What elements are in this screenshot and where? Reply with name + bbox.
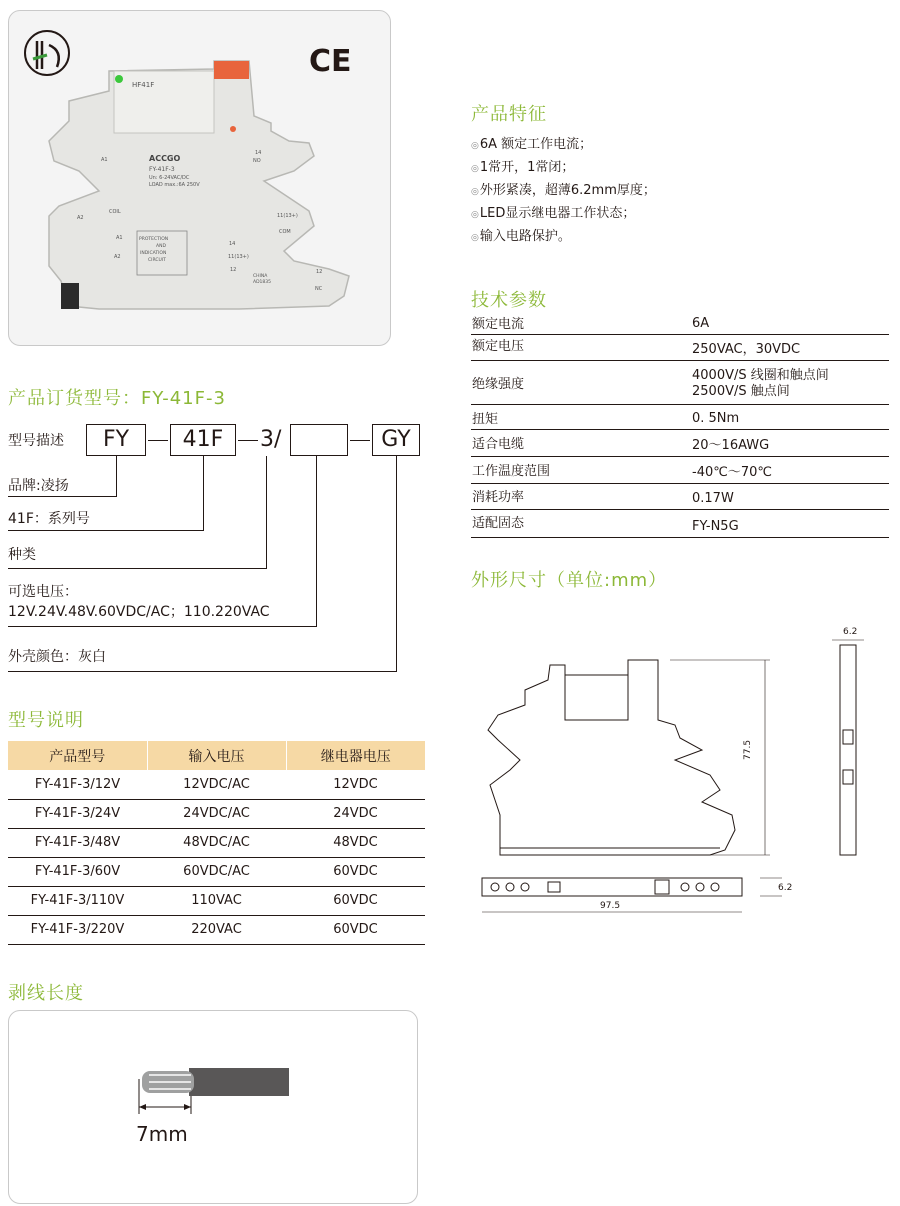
table-row: FY-41F-3/48V 48VDC/AC 48VDC bbox=[8, 828, 425, 857]
bullet-icon: ◎ bbox=[471, 187, 479, 197]
spec-row: 适合电缆 20～16AWG bbox=[471, 430, 889, 457]
terminal-label: 11(13+) bbox=[228, 254, 249, 260]
module-model-label: FY-41F-3 bbox=[149, 166, 175, 173]
feature-item: ◎输入电路保护。 bbox=[471, 229, 571, 244]
ce-mark: CE bbox=[309, 44, 352, 79]
legend-voltage-title: 可选电压： bbox=[8, 584, 78, 600]
bullet-icon: ◎ bbox=[471, 210, 479, 220]
feature-item: ◎外形紧凑，超薄6.2mm厚度； bbox=[471, 183, 656, 198]
column-header: 继电器电压 bbox=[286, 741, 425, 770]
feature-item: ◎LED显示继电器工作状态； bbox=[471, 206, 636, 221]
model-table-title: 型号说明 bbox=[8, 710, 84, 731]
table-row: FY-41F-3/60V 60VDC/AC 60VDC bbox=[8, 857, 425, 886]
module-spec-line: LOAD max.:6A 250V bbox=[149, 182, 200, 188]
module-brand-label: ACCGO bbox=[149, 154, 181, 163]
terminal-label: NC bbox=[315, 286, 323, 292]
feature-item: ◎6A 额定工作电流； bbox=[471, 137, 593, 152]
spec-row: 额定电流 6A bbox=[471, 313, 889, 335]
wire-illustration bbox=[9, 1011, 419, 1205]
relay-module-illustration bbox=[9, 11, 391, 346]
legend-brand: 品牌:凌扬 bbox=[8, 478, 69, 494]
terminal-label: 14 bbox=[255, 150, 262, 156]
code-part-brand: FY bbox=[86, 424, 146, 456]
legend-voltage-values: 12V.24V.48V.60VDC/AC；110.220VAC bbox=[8, 604, 270, 620]
code-part-color: GY bbox=[372, 424, 420, 456]
table-row: FY-41F-3/12V 12VDC/AC 12VDC bbox=[8, 770, 425, 799]
bullet-icon: ◎ bbox=[471, 233, 479, 243]
terminal-label: NO bbox=[253, 158, 261, 164]
specs-title: 技术参数 bbox=[471, 290, 547, 311]
code-part-series: 41F bbox=[170, 424, 236, 456]
legend-series: 41F：系列号 bbox=[8, 511, 90, 527]
strip-length-title: 剥线长度 bbox=[8, 983, 84, 1004]
dimension-drawing bbox=[470, 620, 890, 920]
spec-row: 工作温度范围 -40℃～70℃ bbox=[471, 457, 889, 484]
strip-length-value: 7mm bbox=[136, 1122, 188, 1146]
spec-row: 消耗功率 0.17W bbox=[471, 484, 889, 510]
dimensions-title: 外形尺寸（单位:mm） bbox=[471, 570, 668, 591]
terminal-label: A2 bbox=[77, 215, 84, 221]
table-row: FY-41F-3/220V 220VAC 60VDC bbox=[8, 915, 425, 944]
column-header: 输入电压 bbox=[147, 741, 286, 770]
bullet-icon: ◎ bbox=[471, 141, 479, 151]
table-header-row bbox=[8, 741, 425, 770]
order-code-label: 型号描述 bbox=[8, 433, 64, 449]
height-dimension: 77.5 bbox=[743, 739, 753, 760]
width-dimension: 97.5 bbox=[600, 901, 621, 911]
brand-logo bbox=[25, 31, 69, 75]
spec-row: 绝缘强度 4000V/S 线圈和触点间 2500V/S 触点间 bbox=[471, 361, 889, 405]
product-photo bbox=[8, 10, 391, 346]
relay-header-label: HF41F bbox=[132, 81, 155, 89]
terminal-label: A1 bbox=[116, 235, 123, 241]
table-row: FY-41F-3/24V 24VDC/AC 24VDC bbox=[8, 799, 425, 828]
table-row: FY-41F-3/110V 110VAC 60VDC bbox=[8, 886, 425, 915]
model-table bbox=[8, 741, 425, 945]
side-thickness-dimension: 6.2 bbox=[843, 627, 858, 637]
terminal-label: AD1835 bbox=[253, 280, 271, 285]
terminal-label: CHINA bbox=[253, 274, 268, 279]
separator bbox=[350, 440, 370, 441]
circuit-box-label: INDICATION bbox=[140, 251, 167, 256]
separator bbox=[238, 440, 258, 441]
terminal-label: A2 bbox=[114, 254, 121, 260]
terminal-label: COM bbox=[279, 229, 291, 235]
column-header: 产品型号 bbox=[8, 741, 147, 770]
spec-row: 额定电压 250VAC，30VDC bbox=[471, 335, 889, 361]
terminal-label: COIL bbox=[109, 209, 121, 215]
spec-row: 适配固态 FY-N5G bbox=[471, 510, 889, 538]
legend-color: 外壳颜色：灰白 bbox=[8, 649, 106, 665]
circuit-box-label: CIRCUIT bbox=[148, 258, 166, 263]
feature-item: ◎1常开，1常闭； bbox=[471, 160, 575, 175]
module-spec-line: Un: 6-24VAC/DC bbox=[149, 175, 190, 181]
circuit-box-label: AND bbox=[156, 244, 166, 249]
terminal-label: A1 bbox=[101, 157, 108, 163]
features-title: 产品特征 bbox=[471, 104, 547, 125]
bottom-thickness-dimension: 6.2 bbox=[778, 883, 793, 893]
code-part-voltage bbox=[290, 424, 348, 456]
terminal-label: 12 bbox=[230, 267, 237, 273]
strip-length-panel bbox=[8, 1010, 418, 1204]
code-part-type: 3/ bbox=[260, 427, 282, 452]
order-code-title: 产品订货型号：FY-41F-3 bbox=[8, 388, 226, 409]
terminal-label: 14 bbox=[229, 241, 236, 247]
terminal-label: 11(13+) bbox=[277, 213, 298, 219]
spec-row: 扭矩 0. 5Nm bbox=[471, 405, 889, 430]
circuit-box-label: PROTECTION bbox=[139, 237, 169, 242]
features-list bbox=[471, 134, 656, 249]
terminal-label: 12 bbox=[316, 269, 323, 275]
bullet-icon: ◎ bbox=[471, 164, 479, 174]
separator bbox=[148, 440, 168, 441]
legend-type: 种类 bbox=[8, 547, 36, 563]
